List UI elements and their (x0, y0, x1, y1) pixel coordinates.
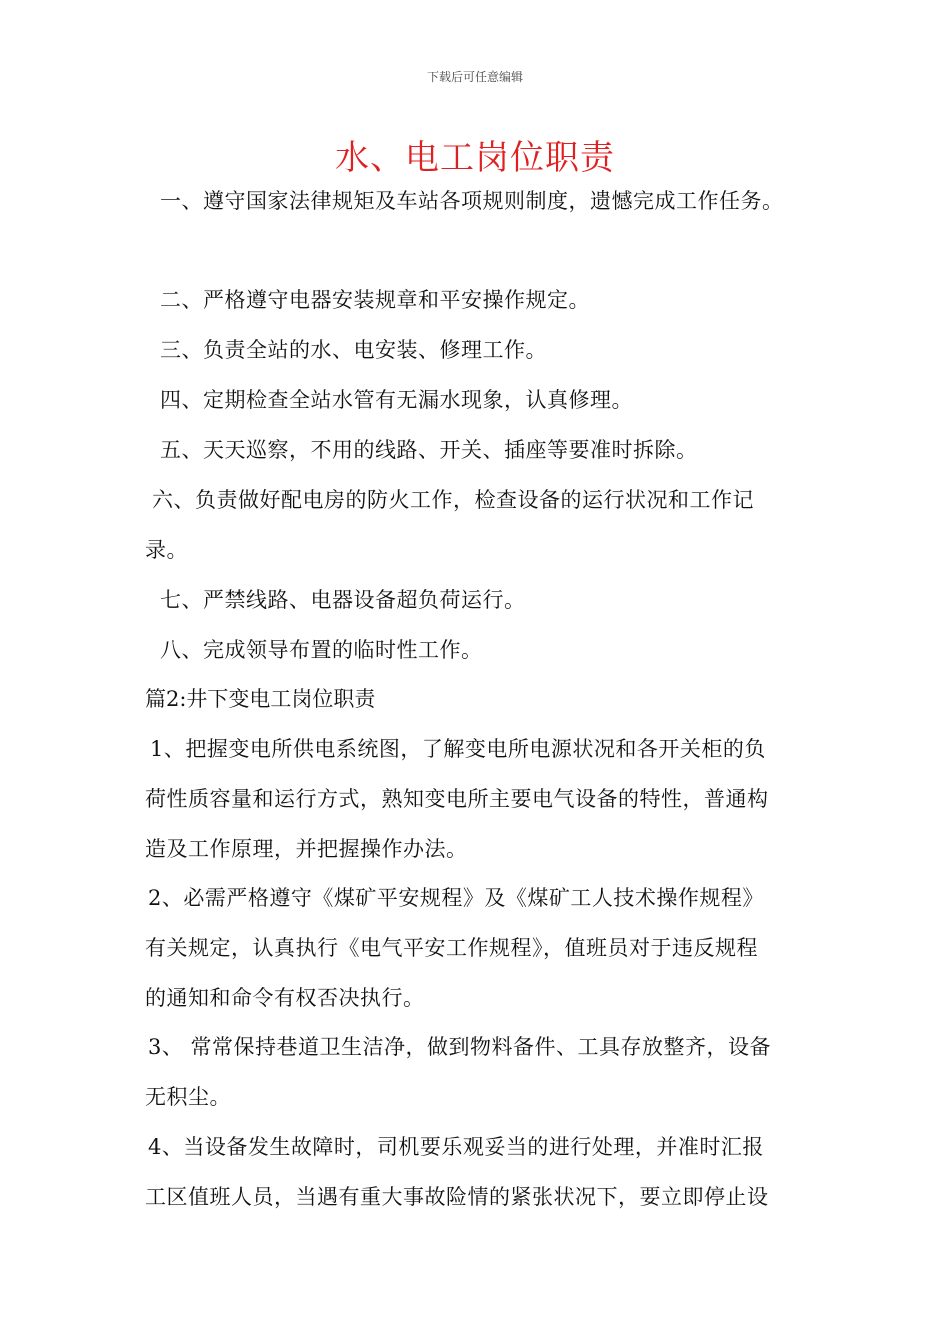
paragraph-line: 3、 常常保持巷道卫生洁净，做到物料备件、工具存放整齐，设备 (148, 1035, 772, 1059)
paragraph-line: 的通知和命令有权否决执行。 (145, 986, 425, 1010)
paragraph-line: 1、把握变电所供电系统图，了解变电所电源状况和各开关柜的负 (150, 737, 766, 761)
duty-item-8: 八、完成领导布置的临时性工作。 (160, 638, 483, 662)
duty-item-1: 一、遵守国家法律规矩及车站各项规则制度，遗憾完成工作任务。 (160, 189, 784, 213)
paragraph-line: 工区值班人员，当遇有重大事故险情的紧张状况下，要立即停止设 (145, 1185, 769, 1209)
paragraph-line: 造及工作原理，并把握操作办法。 (145, 837, 468, 861)
paragraph-line: 无积尘。 (145, 1085, 231, 1109)
document-title: 水、电工岗位职责 (335, 138, 615, 178)
header-note: 下载后可任意编辑 (426, 70, 523, 84)
duty-item-2: 二、严格遵守电器安装规章和平安操作规定。 (160, 288, 590, 312)
duty-item-6: 六、负责做好配电房的防火工作，检查设备的运行状况和工作记 (152, 488, 754, 512)
duty-item-5: 五、天天巡察，不用的线路、开关、插座等要准时拆除。 (160, 438, 698, 462)
duty-item-7: 七、严禁线路、电器设备超负荷运行。 (160, 588, 526, 612)
paragraph-line: 有关规定，认真执行《电气平安工作规程》，值班员对于违反规程 (145, 936, 758, 960)
duty-item-3: 三、负责全站的水、电安装、修理工作。 (160, 338, 547, 362)
duty-item-6-cont: 录。 (145, 538, 188, 562)
paragraph-line: 2、必需严格遵守《煤矿平安规程》及《煤矿工人技术操作规程》 (148, 886, 764, 910)
paragraph-line: 4、当设备发生故障时，司机要乐观妥当的进行处理，并准时汇报 (148, 1135, 764, 1159)
duty-item-4: 四、定期检查全站水管有无漏水现象，认真修理。 (160, 388, 633, 412)
paragraph-line: 荷性质容量和运行方式，熟知变电所主要电气设备的特性，普通构 (145, 787, 769, 811)
section-heading: 篇2:井下变电工岗位职责 (145, 687, 376, 711)
